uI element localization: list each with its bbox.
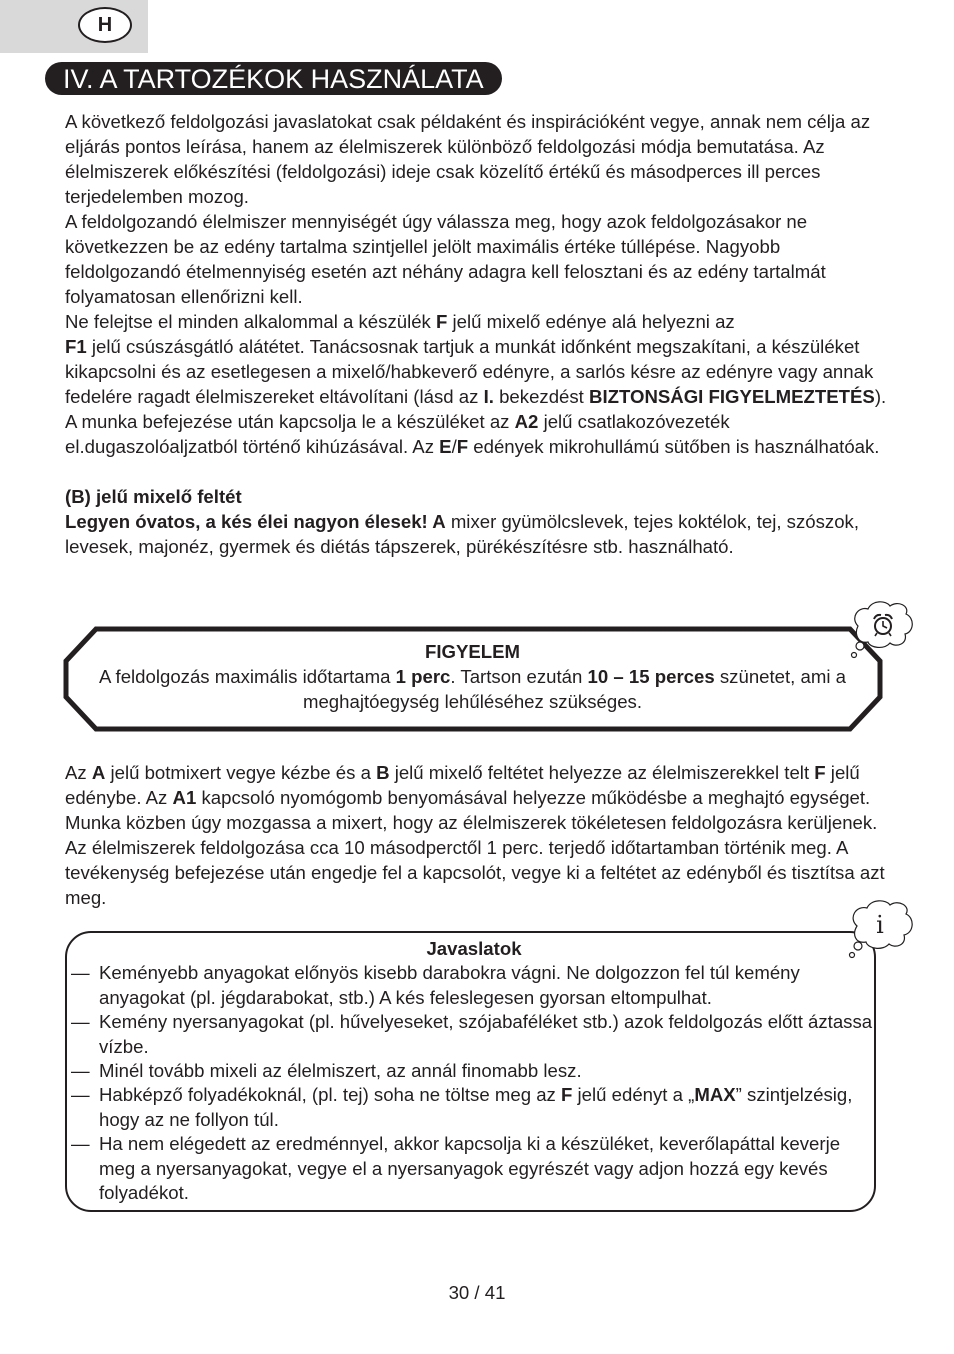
tip-item: — Kemény nyersanyagokat (pl. hűvelyeseket, szójabaféléket stb.) azok feldolgozás előtt áztassa vízbe. <box>71 1011 873 1057</box>
tip-item: — Keményebb anyagokat előnyös kisebb darabokra vágni. Ne dolgozzon fel túl kemény anyagokat (pl. jégdarabokat, stb.) A kés feleslegesen gyorsan eltompulhat. <box>71 962 800 1008</box>
usage-paragraph: Az A jelű botmixert vegye kézbe és a B jelű mixelő feltétet helyezze az élelmiszerekkel telt F jelű edénybe. Az A1 kapcsoló nyomógomb benyomásával helyezze működésbe a meghajtó egységet. Munka közben úgy mozgassa a mixert, hogy az élelmiszerek tökéletesen feldolgozásra kerüljenek. Az élelmiszerek feldolgozása cca 10 másodperctől 1 perc. terjedő időtartamban történik meg. A tevékenység befejezése után engedje fel a kapcsolót, vegye ki a feltétet az edényből és tisztítsa azt meg. <box>65 762 885 908</box>
warning-text: A feldolgozás maximális időtartama 1 perc. Tartson ezután 10 – 15 perces szünetet, ami a meghajtóegység lehűléséhez szükséges. <box>99 666 846 712</box>
tip-item: — Habképző folyadékoknál, (pl. tej) soha ne töltse meg az F jelű edényt a „MAX” szintjelzésig, hogy az ne follyon túl. <box>71 1084 853 1130</box>
tip-item: — Ha nem elégedett az eredménnyel, akkor kapcsolja ki a készüléket, keverőlapáttal keverje meg a nyersanyagokat, vegye el a nyersanyagok egyrészét vagy adjon hozzá egy kevés folyadékot. <box>71 1133 841 1204</box>
usage-text <box>65 760 895 910</box>
intro-paragraph-3: Ne felejtse el minden alkalommal a készülék F jelű mixelő edénye alá helyezni az F1 jelű csúszásgátló alátétet. Tanácsosnak tartjuk a munkát időnként megszakítani, a készüléket kikapcsolni és az esetlegesen a mixelő/habkeverő edényre, a sarlós késre az edényre vagy annak fedelére ragadt élelmiszereket eltávolítani (lásd az I. bekezdést BIZTONSÁGI FIGYELMEZTETÉS). A munka befejezése után kapcsolja le a készüléket az A2 jelű csatlakozóvezeték el.dugaszolóaljzatból történő kihúzásával. Az E/F edények mikrohullámú sütőben is használhatóak. <box>65 311 887 457</box>
intro-text <box>65 109 895 559</box>
warning-title: FIGYELEM <box>424 641 521 662</box>
info-glyph: i <box>876 911 884 939</box>
section-title: IV. A TARTOZÉKOK HASZNÁLATA <box>45 62 502 95</box>
language-badge: H <box>78 7 132 43</box>
warning-box <box>80 639 865 714</box>
intro-paragraph-1: A következő feldolgozási javaslatokat csak példaként és inspirációként vegye, annak nem célja az eljárás pontos leírása, hanem az élelmiszerek különböző feldolgozási módja bemutatása. Az élelmiszerek előkészítési (feldolgozási) ideje csak közelítő értékű és másodperces ill perces terjedelemben mozog. <box>65 111 871 207</box>
page-number: 30 / 41 <box>448 1282 506 1303</box>
tips-box <box>71 937 877 1205</box>
language-tab <box>0 0 148 53</box>
alarm-clock-icon <box>848 600 916 664</box>
mixer-heading: (B) jelű mixelő feltét <box>65 486 242 507</box>
tip-item: — Minél tovább mixeli az élelmiszert, az annál finomabb lesz. <box>71 1060 582 1082</box>
tips-title: Javaslatok <box>426 938 522 959</box>
mixer-text: Legyen óvatos, a kés élei nagyon élesek! A mixer gyümölcslevek, tejes koktélok, tej, szószok, levesek, majonéz, gyermek és diétás tápszerek, pürékészítésre stb. használható. <box>65 511 859 557</box>
intro-paragraph-2: A feldolgozandó élelmiszer mennyiségét úgy válassza meg, hogy azok feldolgozásakor ne következzen be az edény tartalma szintjellel jelölt maximális értéke túllépése. Nagyobb feldolgozandó ételmennyiség esetén azt néhány adagra kell felosztani és az edény tartalmát folyamatosan ellenőrizni kell. <box>65 211 826 307</box>
